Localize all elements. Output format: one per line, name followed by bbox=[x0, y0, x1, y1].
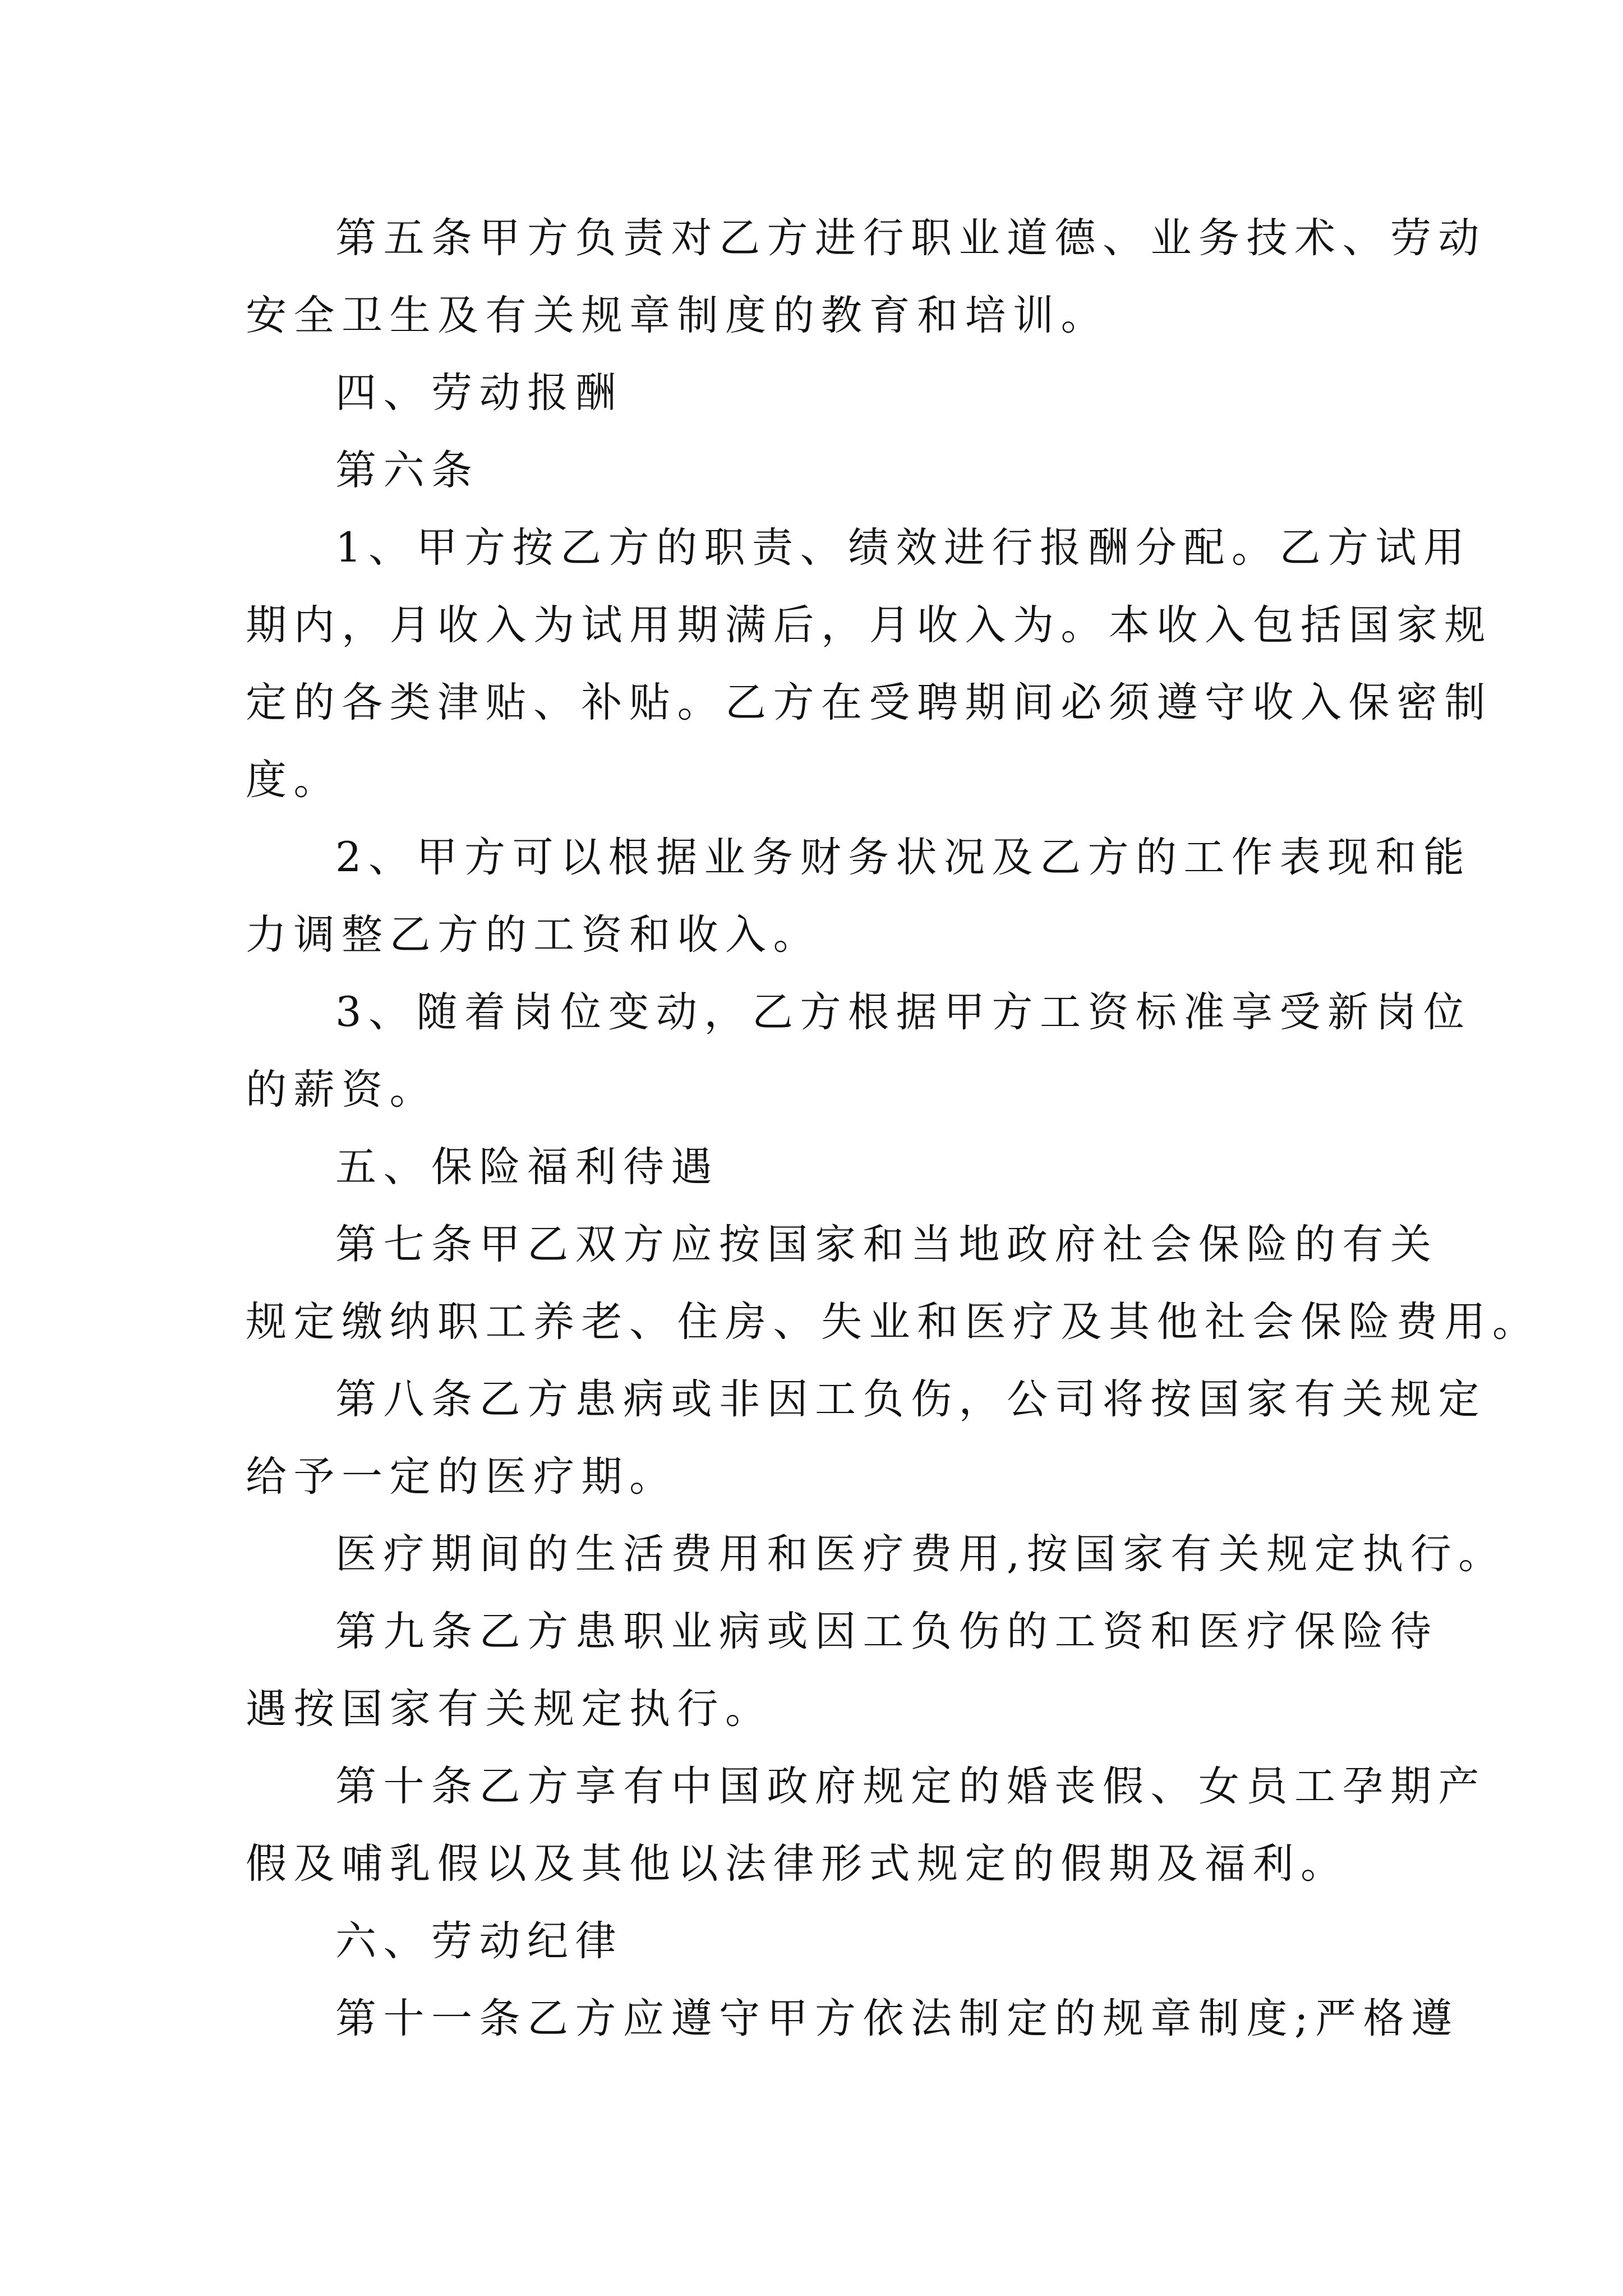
article-5-line-1: 第五条甲方负责对乙方进行职业道德、业务技术、劳动 bbox=[335, 214, 1486, 262]
article-6-item-2-line-1: 2、甲方可以根据业务财务状况及乙方的工作表现和能 bbox=[335, 834, 1472, 881]
article-5-line-2: 安全卫生及有关规章制度的教育和培训。 bbox=[246, 292, 1109, 339]
section-6-heading: 六、劳动纪律 bbox=[335, 1917, 623, 1965]
article-7-line-2: 规定缴纳职工养老、住房、失业和医疗及其他社会保险费用。 bbox=[246, 1298, 1541, 1346]
article-6-item-1-line-3: 定的各类津贴、补贴。乙方在受聘期间必须遵守收入保密制 bbox=[246, 679, 1492, 726]
article-6-item-1-line-2: 期内，月收入为试用期满后，月收入为。本收入包括国家规 bbox=[246, 601, 1492, 649]
article-6-item-2-line-2: 力调整乙方的工资和收入。 bbox=[246, 911, 821, 959]
section-4-heading: 四、劳动报酬 bbox=[335, 369, 623, 417]
article-6-heading: 第六条 bbox=[335, 447, 479, 494]
article-9-line-1: 第九条乙方患职业病或因工负伤的工资和医疗保险待 bbox=[335, 1608, 1438, 1655]
article-9-line-2: 遇按国家有关规定执行。 bbox=[246, 1685, 773, 1733]
article-8-line-1: 第八条乙方患病或非因工负伤，公司将按国家有关规定 bbox=[335, 1375, 1486, 1423]
article-10-line-1: 第十条乙方享有中国政府规定的婚丧假、女员工孕期产 bbox=[335, 1763, 1486, 1810]
article-11-line-1: 第十一条乙方应遵守甲方依法制定的规章制度;严格遵 bbox=[335, 1995, 1459, 2042]
article-8-continuation: 医疗期间的生活费用和医疗费用,按国家有关规定执行。 bbox=[335, 1530, 1506, 1578]
article-8-line-2: 给予一定的医疗期。 bbox=[246, 1453, 677, 1501]
article-10-line-2: 假及哺乳假以及其他以法律形式规定的假期及福利。 bbox=[246, 1840, 1349, 1888]
article-6-item-3-line-1: 3、随着岗位变动，乙方根据甲方工资标准享受新岗位 bbox=[335, 988, 1472, 1036]
article-7-line-1: 第七条甲乙双方应按国家和当地政府社会保险的有关 bbox=[335, 1221, 1438, 1268]
article-6-item-3-line-2: 的薪资。 bbox=[246, 1066, 437, 1114]
section-5-heading: 五、保险福利待遇 bbox=[335, 1143, 719, 1191]
article-6-item-1-line-4: 度。 bbox=[246, 756, 342, 804]
article-6-item-1-line-1: 1、甲方按乙方的职责、绩效进行报酬分配。乙方试用 bbox=[335, 524, 1472, 572]
